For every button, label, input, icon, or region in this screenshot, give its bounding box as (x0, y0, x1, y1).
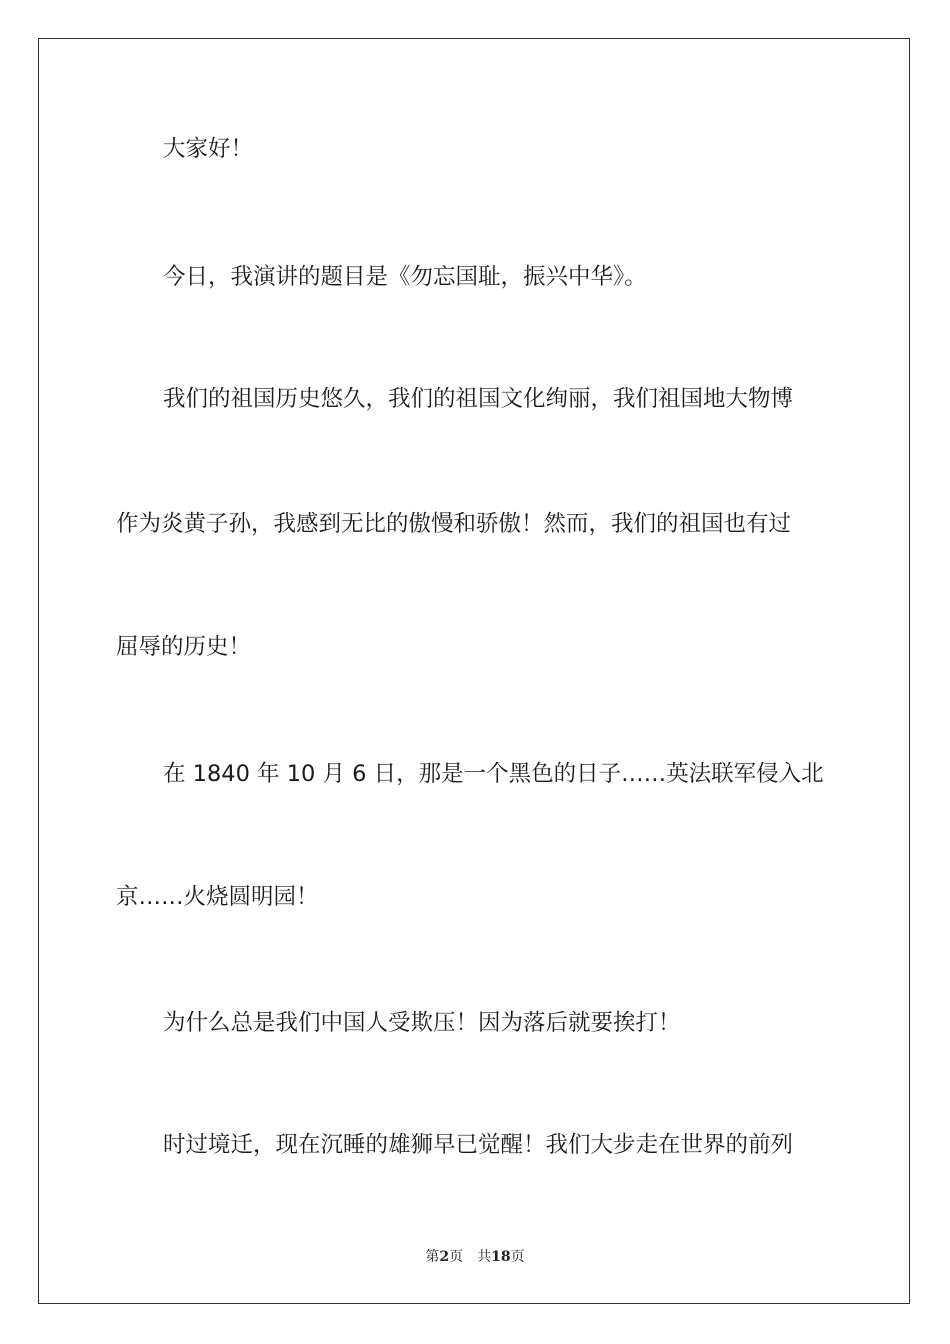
paragraph-awakening: 时过境迁，现在沉睡的雄狮早已觉醒！我们大步走在世界的前列 (163, 1132, 794, 1158)
paragraph-1840-line-1: 在 1840 年 10 月 6 日，那是一个黑色的日子……英法联军侵入北 (163, 761, 824, 787)
page-border (38, 38, 910, 1304)
paragraph-topic: 今日，我演讲的题目是《勿忘国耻，振兴中华》。 (163, 264, 647, 290)
page-footer (0, 1247, 950, 1267)
footer-total-unit: 页 (510, 1249, 525, 1265)
footer-page-prefix: 第 (425, 1249, 440, 1265)
paragraph-why: 为什么总是我们中国人受欺压！因为落后就要挨打！ (163, 1010, 681, 1036)
paragraph-1840-line-2: 京……火烧圆明园！ (116, 884, 319, 910)
paragraph-history-line-1: 我们的祖国历史悠久，我们的祖国文化绚丽，我们祖国地大物博 (163, 386, 794, 412)
footer-page-total: 18 (491, 1249, 511, 1265)
footer-total-prefix: 共 (477, 1249, 492, 1265)
paragraph-history-line-3: 屈辱的历史！ (116, 634, 252, 660)
footer-page-unit: 页 (449, 1249, 464, 1265)
paragraph-greeting: 大家好！ (163, 136, 254, 162)
footer-page-current: 2 (439, 1249, 450, 1265)
paragraph-history-line-2: 作为炎黄子孙，我感到无比的傲慢和骄傲！然而，我们的祖国也有过 (116, 511, 792, 537)
